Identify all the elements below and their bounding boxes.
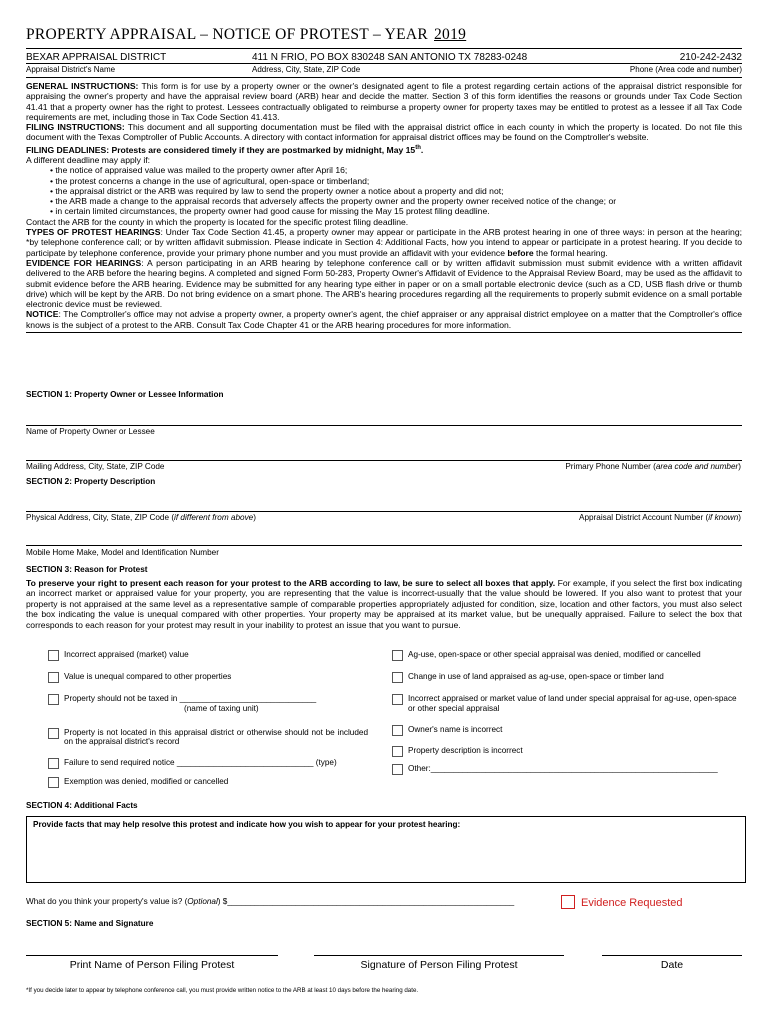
account-number-label-end: ) — [738, 513, 741, 522]
primary-phone-label-text: Primary Phone Number ( — [565, 462, 656, 471]
reason-label: Other:_______________________________________________________________ — [408, 763, 718, 773]
notice-label: NOTICE — [26, 309, 59, 320]
instructions-block — [26, 81, 742, 330]
date-line — [602, 955, 742, 956]
district-address[interactable]: 411 N FRIO, PO BOX 830248 SAN ANTONIO TX 78283-0248 — [252, 52, 528, 63]
physical-address-label-italic: if different from above — [174, 513, 254, 522]
deadlines-sup: th — [415, 144, 421, 151]
owner-name-label: Name of Property Owner or Lessee — [26, 427, 155, 436]
filing-instructions — [26, 122, 742, 143]
reason-option[interactable] — [48, 758, 368, 769]
reason-checkbox[interactable] — [48, 758, 59, 769]
contact-arb: Contact the ARB for the county in which the property is located for the specific protest filing deadline. — [26, 216, 409, 227]
deadlines-end: . — [420, 144, 424, 155]
filing-text: This document and all supporting documentation must be filed with the appraisal district office in each county in which the property is located. Do not file this document with the Texas Comptroller of Public Accounts. A directory with contact information for appraisal district offices may be found on the Comptroller's website. — [26, 122, 742, 143]
filing-deadlines — [26, 143, 742, 155]
taxing-unit-caption: (name of taxing unit) — [184, 703, 259, 713]
reason-option[interactable] — [48, 728, 368, 748]
section5-heading: SECTION 5: Name and Signature — [26, 919, 154, 928]
types-text: : Under Tax Code Section 41.45, a property owner may appear or participate in the ARB protest hearing in one of three ways: in person at the hearing; *by telephone conference call; or by written affidavit submission. Please indicate in Section 4: Additional Facts, how you intend to appear or participate in a protest hearing. If you decide to participate by telephone conference, provide your primary phone number and you must provide an affidavit with your evidence — [26, 227, 742, 258]
mailing-address-field[interactable] — [26, 460, 742, 461]
reason-option[interactable] — [392, 764, 744, 775]
reason-label: Failure to send required notice ______________________________ (type) — [64, 758, 337, 768]
reason-label: Property is not located in this appraisal district or otherwise should not be included on the appraisal district's record — [64, 727, 368, 747]
print-name-label: Print Name of Person Filing Protest — [69, 959, 235, 971]
owner-name-field[interactable] — [26, 425, 742, 426]
general-label: GENERAL INSTRUCTIONS: — [26, 81, 139, 91]
physical-address-field[interactable] — [26, 511, 742, 512]
section2-heading: SECTION 2: Property Description — [26, 477, 156, 486]
reason-option[interactable] — [48, 650, 368, 661]
reason-option[interactable] — [48, 777, 368, 788]
reason-checkbox[interactable] — [392, 672, 403, 683]
evidence-text: : A person participating in an ARB hearing by telephone conference call or by written affidavit submission must submit evidence with a written affidavit delivered to the ARB before the hearing begins. A completed and signed Form 50-283, Property Owner's Affidavit of Evidence to the Appraisal Review Board, may be used as the affidavit to submit evidence before the ARB hearing. Evidence may be submitted for any hearing type either in paper or on a small portable electronic device (such as a CD, USB flash drive or thumb drive) which will be kept by the ARB. Do not bring evidence on a smart phone. The ARB's hearing procedures regarding all the requirements to properly submit evidence on a small portable electronic device must be reviewed. — [26, 257, 742, 310]
district-phone-caption: Phone (Area code and number) — [629, 65, 742, 74]
district-address-caption: Address, City, State, ZIP Code — [252, 65, 361, 74]
reasons-left-column — [48, 650, 368, 798]
mailing-address-label: Mailing Address, City, State, ZIP Code — [26, 462, 165, 471]
date-field[interactable] — [602, 955, 742, 971]
types-label: TYPES OF PROTEST HEARINGS — [26, 227, 161, 238]
account-number-label-italic: if known — [708, 513, 739, 522]
print-name-line — [26, 955, 278, 956]
types-end: the formal hearing. — [533, 247, 608, 258]
reason-checkbox[interactable] — [48, 777, 59, 788]
protest-form — [26, 26, 742, 333]
district-info-values — [26, 52, 742, 63]
reason-checkbox[interactable] — [48, 650, 59, 661]
account-number-label — [579, 513, 741, 522]
deadlines-text: Protests are considered timely if they are postmarked by midnight, May 15 — [111, 144, 416, 155]
district-name-caption: Appraisal District's Name — [26, 65, 116, 74]
reason-label: Incorrect appraised (market) value — [64, 650, 189, 659]
reason-label: Ag-use, open-space or other special appraisal was denied, modified or cancelled — [408, 650, 701, 659]
reason-label: Property description is incorrect — [408, 745, 523, 755]
instructions-top-rule — [26, 77, 742, 78]
reason-label: Property should not be taxed in ______________________________ — [64, 694, 317, 703]
mobile-home-field[interactable] — [26, 545, 742, 546]
reason-label: Change in use of land appraised as ag-use, open-space or timber land — [408, 672, 664, 681]
alt-deadline: A different deadline may apply if: — [26, 154, 151, 165]
district-info-captions — [26, 65, 742, 77]
physical-address-label — [26, 513, 256, 522]
section3-intro — [26, 578, 742, 630]
additional-facts-box[interactable] — [26, 816, 746, 883]
filing-label: FILING INSTRUCTIONS: — [26, 122, 125, 133]
mobile-home-label: Mobile Home Make, Model and Identification Number — [26, 548, 219, 557]
reason-checkbox[interactable] — [48, 694, 59, 705]
deadline-bullet: • the notice of appraised value was mailed to the property owner after April 16; — [50, 165, 742, 175]
evidence-requested[interactable] — [561, 893, 683, 911]
reason-option[interactable] — [48, 694, 368, 714]
reason-label: Incorrect appraised or market value of land under special appraisal for ag-use, open-space or other special appraisal — [408, 694, 737, 713]
primary-phone-label — [565, 462, 741, 471]
additional-facts-prompt: Provide facts that may help resolve this protest and indicate how you wish to appear for your protest hearing: — [33, 820, 461, 829]
section3-heading: SECTION 3: Reason for Protest — [26, 565, 148, 574]
signature-line — [314, 955, 564, 956]
property-value-question-end: ) $_______________________________________________________________ — [217, 897, 515, 906]
district-phone[interactable]: 210-242-2432 — [679, 52, 742, 63]
evidence-requested-label: Evidence Requested — [581, 897, 683, 909]
deadline-bullet: • in certain limited circumstances, the property owner had good cause for missing the May 15 protest filing deadline. — [50, 206, 742, 216]
section4-heading: SECTION 4: Additional Facts — [26, 801, 138, 810]
property-value-question-text: What do you think your property's value is? ( — [26, 897, 188, 906]
deadline-bullet: • the ARB made a change to the appraisal records that adversely affects the property owner and the property owner received notice of the change; or — [50, 196, 742, 206]
section3-intro-text: For example, if you select the first box indicating an incorrect market or appraised value for your property, you are representing that the value is incorrect-usually that the value should be lowered. If you also want to protest that your property is not appraised at the same level as a representative sample of comparable properties appropriately adjusted for condition, size, location and other factors, you must also select the box indicating the value is unequal compared with other properties. Your property may be appraised at its market value, but be unequally appraised. Failure to select the box that corresponds to each reason for your protest may result in your inability to protest an issue that you want to pursue. — [26, 578, 742, 630]
deadline-bullet: • the appraisal district or the ARB was required by law to send the property owner a notice about a property and did not; — [50, 186, 742, 196]
account-number-label-text: Appraisal District Account Number ( — [578, 513, 709, 522]
general-instructions — [26, 81, 742, 122]
footnote: *If you decide later to appear by telephone conference call, you must provide written notice to the ARB at least 10 days before the hearing date. — [26, 987, 419, 994]
reason-checkbox[interactable] — [392, 650, 403, 661]
notice-text: : The Comptroller's office may not advise a property owner, a property owner's agent, the chief appraiser or any appraisal district employee on a matter that the Comptroller's office knows is the subject of a protest to the ARB. Consult Tax Code Chapter 41 or the ARB hearing procedures for more information. — [26, 309, 742, 330]
deadlines-label: FILING DEADLINES: — [26, 144, 110, 155]
reason-checkbox[interactable] — [392, 746, 403, 757]
reason-option[interactable] — [392, 725, 744, 736]
district-name[interactable]: BEXAR APPRAISAL DISTRICT — [26, 52, 167, 63]
date-label: Date — [660, 959, 684, 971]
form-title-text: PROPERTY APPRAISAL – NOTICE OF PROTEST – YEAR — [26, 26, 428, 43]
types-of-hearings — [26, 227, 742, 258]
reason-checkbox[interactable] — [48, 672, 59, 683]
reason-label: Value is unequal compared to other properties — [64, 672, 232, 681]
form-title — [26, 26, 742, 48]
types-bold: before — [507, 247, 534, 258]
deadline-bullet: • the protest concerns a change in the use of agricultural, open-space or timberland; — [50, 176, 742, 186]
reason-checkbox[interactable] — [48, 728, 59, 739]
property-value-question-italic: Optional — [187, 897, 218, 906]
evidence-requested-checkbox[interactable] — [561, 895, 575, 909]
reason-option[interactable] — [48, 672, 368, 683]
primary-phone-label-italic: area code and number — [655, 462, 739, 471]
physical-address-label-end: ) — [253, 513, 256, 522]
physical-address-label-text: Physical Address, City, State, ZIP Code ( — [26, 513, 175, 522]
signature-field[interactable] — [314, 955, 564, 971]
reason-label-group — [64, 694, 316, 714]
primary-phone-label-end: ) — [738, 462, 741, 471]
reasons-right-column — [392, 650, 744, 785]
title-rule — [26, 48, 742, 49]
reason-option[interactable] — [392, 672, 744, 683]
reason-label: Exemption was denied, modified or cancelled — [64, 777, 229, 787]
section3-intro-bold: To preserve your right to present each reason for your protest to the ARB according to law, be sure to select all boxes that apply. — [26, 578, 556, 588]
reason-option[interactable] — [392, 694, 744, 714]
reason-checkbox[interactable] — [392, 725, 403, 736]
reason-checkbox[interactable] — [392, 764, 403, 775]
notice — [26, 309, 742, 330]
signature-label: Signature of Person Filing Protest — [360, 959, 518, 971]
reason-checkbox[interactable] — [392, 694, 403, 705]
deadline-bullets — [26, 165, 742, 216]
form-year[interactable]: 2019 — [434, 26, 467, 43]
district-info-rule — [26, 63, 742, 64]
section1-heading: SECTION 1: Property Owner or Lessee Information — [26, 390, 224, 399]
reason-label: Owner's name is incorrect — [408, 724, 503, 734]
reason-option[interactable] — [392, 650, 744, 661]
evidence-for-hearings — [26, 258, 742, 309]
instructions-bottom-rule — [26, 332, 742, 333]
evidence-label: EVIDENCE FOR HEARINGS — [26, 257, 142, 268]
reason-option[interactable] — [392, 746, 744, 757]
property-value-question[interactable] — [26, 897, 514, 906]
print-name-field[interactable] — [26, 955, 278, 971]
general-text: This form is for use by a property owner or the owner's designated agent to file a protest regarding certain actions of the appraisal district responsible for appraising the owner's property and have the appraisal review board (ARB) hear and decide the matter. Section 3 of this form identifies the reasons or grounds under Tax Code Section 41.41 that a property owner has the right to protest. Lessees contractually obligated to reimburse a property owner for property taxes may be entitled to protest as a lessee if all Tax Code requirements are met, including those in Tax Code Section 41.413. — [26, 81, 742, 122]
